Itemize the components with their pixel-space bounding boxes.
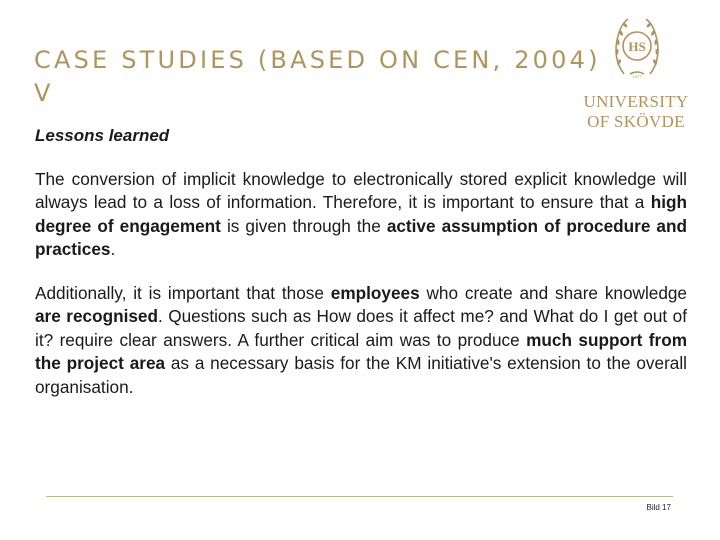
paragraph-1 [35, 168, 687, 262]
emphasis-text: active assumption of procedure and practices [35, 215, 687, 260]
emphasis-text: employees [330, 283, 420, 303]
emphasis-text: much support from the project area [35, 329, 687, 374]
svg-text:HS: HS [628, 39, 646, 54]
university-name-line1: UNIVERSITY [583, 92, 689, 111]
footer-divider [46, 496, 673, 497]
paragraph-2 [35, 282, 687, 399]
body-text: is given through the [220, 215, 387, 236]
slide-title: CASE STUDIES (BASED ON CEN, 2004) V [34, 46, 601, 107]
body-text: The conversion of implicit knowledge to electronically stored explicit knowledge will always lead to a loss of information. Therefore, it is important to ensure that a [35, 169, 687, 213]
body-text: who create and share knowledge [419, 283, 687, 303]
university-name-line2: OF SKÖVDE [587, 112, 685, 131]
university-logo [580, 16, 692, 132]
svg-text:1977: 1977 [632, 74, 642, 79]
body-text: as a necessary basis for the KM initiative's extension to the overall organisation. [35, 353, 688, 397]
subheading: Lessons learned [35, 126, 170, 145]
university-seal-icon [612, 16, 662, 82]
emphasis-text: are recognised [35, 306, 158, 327]
slide-number: Bild 17 [646, 503, 671, 512]
body-text: . Questions such as How does it affect me? and What do I get out of it? require clear answers. A further critical aim was to produce [35, 306, 687, 350]
body-text: . [110, 239, 116, 260]
body-text: Additionally, it is important that those [35, 283, 331, 303]
emphasis-text: high degree of engagement [35, 192, 687, 236]
